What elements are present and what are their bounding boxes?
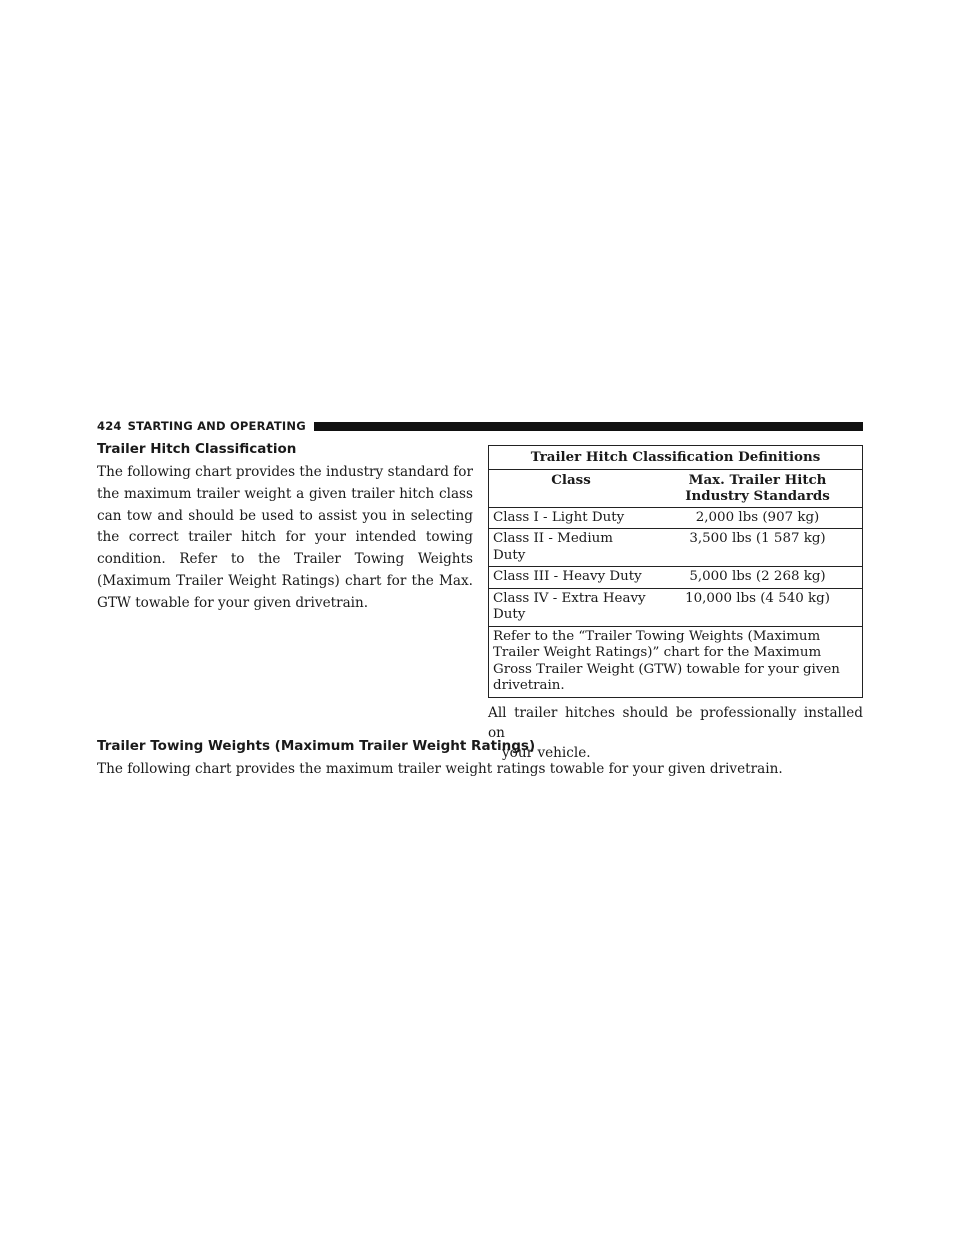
column-header-max: Max. Trailer Hitch Industry Standards: [653, 469, 862, 507]
table-row: [489, 507, 863, 529]
page-header: [97, 419, 863, 433]
table-title: Trailer Hitch Classification Definitions: [489, 446, 863, 470]
installation-note: [488, 703, 863, 763]
table-footnote: Refer to the “Trailer Towing Weights (Maximum Trailer Weight Ratings)” chart for the Maximum Gross Trailer Weight (GTW) towable for your given drivetrain.: [489, 626, 863, 697]
page-number: 424: [97, 419, 122, 433]
heading-trailer-hitch-classification: Trailer Hitch Classification: [97, 441, 297, 457]
towing-weights-paragraph: The following chart provides the maximum trailer weight ratings towable for your given drivetrain.: [97, 761, 783, 777]
max-weight-cell: 3,500 lbs (1 587 kg): [653, 529, 862, 567]
max-weight-cell: 5,000 lbs (2 268 kg): [653, 567, 862, 589]
column-header-class: Class: [489, 469, 654, 507]
installation-note-line1: All trailer hitches should be professionally installed on: [488, 705, 863, 741]
table-row: [489, 588, 863, 626]
class-cell: Class I - Light Duty: [489, 507, 654, 529]
heading-trailer-towing-weights: Trailer Towing Weights (Maximum Trailer Weight Ratings): [97, 738, 536, 754]
hitch-classification-table: [488, 445, 863, 698]
table-row: [489, 567, 863, 589]
table-footnote-row: [489, 626, 863, 697]
header-rule: [314, 422, 863, 431]
class-cell: Class III - Heavy Duty: [489, 567, 654, 589]
max-weight-cell: 2,000 lbs (907 kg): [653, 507, 862, 529]
max-weight-cell: 10,000 lbs (4 540 kg): [653, 588, 862, 626]
hitch-classification-paragraph: The following chart provides the industry standard for the maximum trailer weight a given trailer hitch class can tow and should be used to assist you in selecting the correct trailer hitch for your intended towing condition. Refer to the Trailer Towing Weights (Maximum Trailer Weight Ratings) chart for the Max. GTW towable for your given drivetrain.: [97, 464, 473, 611]
installation-note-line2: your vehicle.: [502, 745, 591, 761]
class-cell: Class II - Medium Duty: [489, 529, 654, 567]
class-cell: Class IV - Extra Heavy Duty: [489, 588, 654, 626]
section-title: STARTING AND OPERATING: [127, 419, 306, 433]
table-row: [489, 529, 863, 567]
